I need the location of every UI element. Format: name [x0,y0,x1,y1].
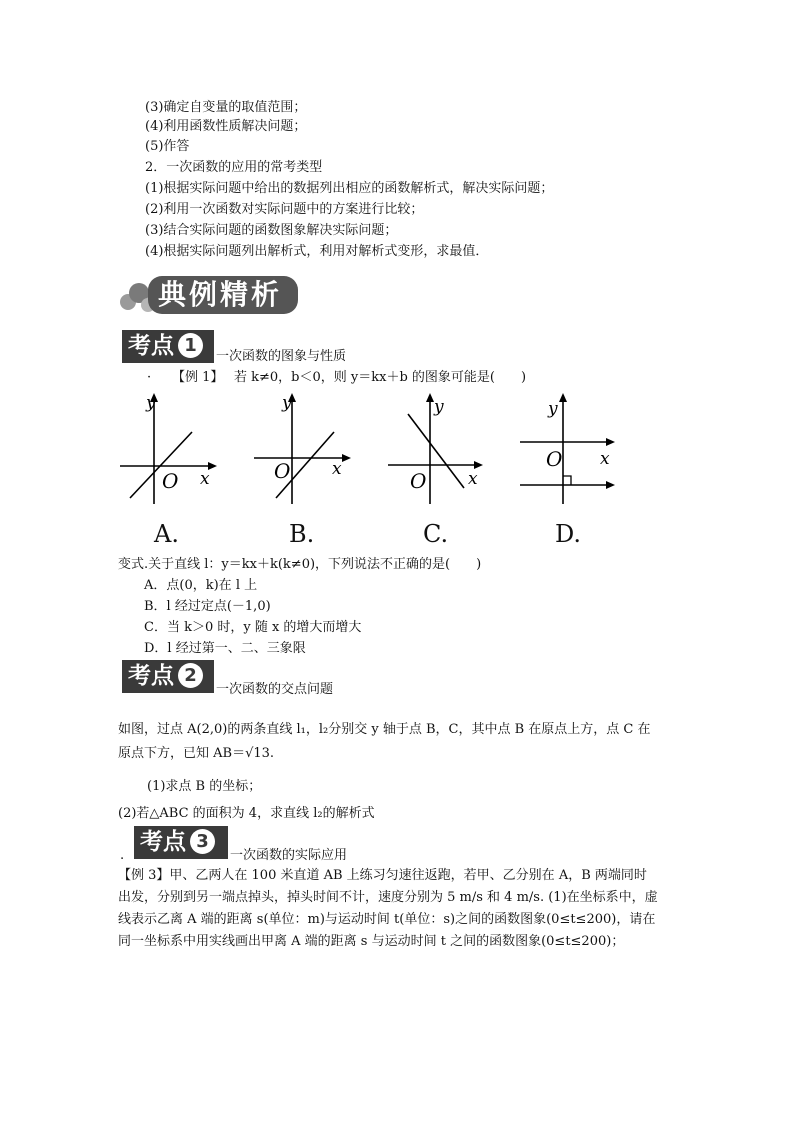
example-3-line-4: 同一坐标系中用实线画出甲离 A 端的距离 s 与运动时间 t 之间的函数图象(0≤t≤200)； [118,934,625,949]
type-4: (4)根据实际问题列出解析式，利用对解析式变形，求最值． [145,244,489,259]
example-3-line-2: 出发，分别到另一端点掉头，掉头时间不计，速度分别为 5 m/s 和 4 m/s. (1)在坐标系中，虚 [118,890,658,905]
problem-2-line-2: 原点下方，已知 AB＝√13. [118,746,275,761]
problem-2-question-2: (2)若△ABC 的面积为 4，求直线 l₂的解析式 [118,806,375,821]
graph-a-x-label: x [200,469,210,489]
kaodian-1-label: 考点 [128,333,174,359]
option-b-label: B. [289,520,315,548]
graph-d-y-label: y [548,399,558,419]
variant-choice-b: B．l 经过定点(－1,0) [144,599,271,614]
graph-d-origin-label: O [546,447,563,471]
kaodian-3-label: 考点 [140,829,186,855]
section-banner [118,272,300,316]
graph-option-b [252,392,352,507]
type-3: (3)结合实际问题的函数图象解决实际问题； [145,223,398,238]
graph-c-y-label: y [434,397,444,417]
kaodian-1-badge [122,330,214,363]
type-2: (2)利用一次函数对实际问题中的方案进行比较； [145,202,424,217]
graph-d-x-label: x [600,449,610,469]
step-4: (4)利用函数性质解决问题； [145,119,307,134]
example-3-line-3: 线表示乙离 A 端的距离 s(单位：m)与运动时间 t(单位：s)之间的函数图象(0≤t≤200)，请在 [118,912,656,927]
graph-b-origin-label: O [274,459,291,483]
variant-choice-a: A．点(0，k)在 l 上 [144,578,258,593]
step-5: (5)作答 [145,139,190,154]
kaodian-1-number: 1 [178,333,203,358]
graph-option-a [118,392,218,507]
graph-c-x-label: x [468,469,478,489]
option-d-label: D. [555,520,582,548]
kaodian-2-label: 考点 [128,663,174,689]
kaodian-3-badge [134,826,228,859]
variant-choice-c: C．当 k＞0 时，y 随 x 的增大而增大 [144,620,362,635]
kaodian-3-dot: . [120,848,125,863]
graph-a-y-label: y [146,393,156,413]
example-3-line-1: 【例 3】甲、乙两人在 100 米直道 AB 上练习匀速往返跑，若甲、乙分别在 A，B 两端同时 [118,868,647,883]
section-2-title: 2．一次函数的应用的常考类型 [145,160,323,175]
graph-c-origin-label: O [410,469,427,493]
example-1-tag: 【例 1】 [172,370,224,385]
graph-option-d [518,392,618,507]
option-a-label: A. [154,520,179,548]
kaodian-2-number: 2 [178,663,203,688]
graph-b-y-label: y [282,393,292,413]
example-1-bullet: · [147,370,152,385]
kaodian-3-title: 一次函数的实际应用 [230,848,348,863]
type-1: (1)根据实际问题中给出的数据列出相应的函数解析式，解决实际问题； [145,181,554,196]
problem-2-question-1: (1)求点 B 的坐标； [147,779,262,794]
graph-b-x-label: x [332,459,342,479]
banner-title: 典例精析 [158,278,283,311]
kaodian-2-badge [122,660,214,693]
option-c-label: C. [423,520,449,548]
problem-2-line-1: 如图，过点 A(2,0)的两条直线 l₁，l₂分别交 y 轴于点 B，C，其中点 B 在原点上方，点 C 在 [118,722,651,737]
kaodian-1-title: 一次函数的图象与性质 [216,349,347,364]
example-1-question: 若 k≠0，b＜0，则 y＝kx＋b 的图象可能是( ) [234,370,527,385]
graph-option-c [386,392,486,507]
variant-question: 变式.关于直线 l：y＝kx＋k(k≠0)，下列说法不正确的是( ) [118,557,482,572]
kaodian-3-number: 3 [190,829,215,854]
kaodian-2-title: 一次函数的交点问题 [216,682,334,697]
step-3: (3)确定自变量的取值范围； [145,100,307,115]
graph-a-origin-label: O [162,469,179,493]
variant-choice-d: D．l 经过第一、二、三象限 [144,641,306,656]
